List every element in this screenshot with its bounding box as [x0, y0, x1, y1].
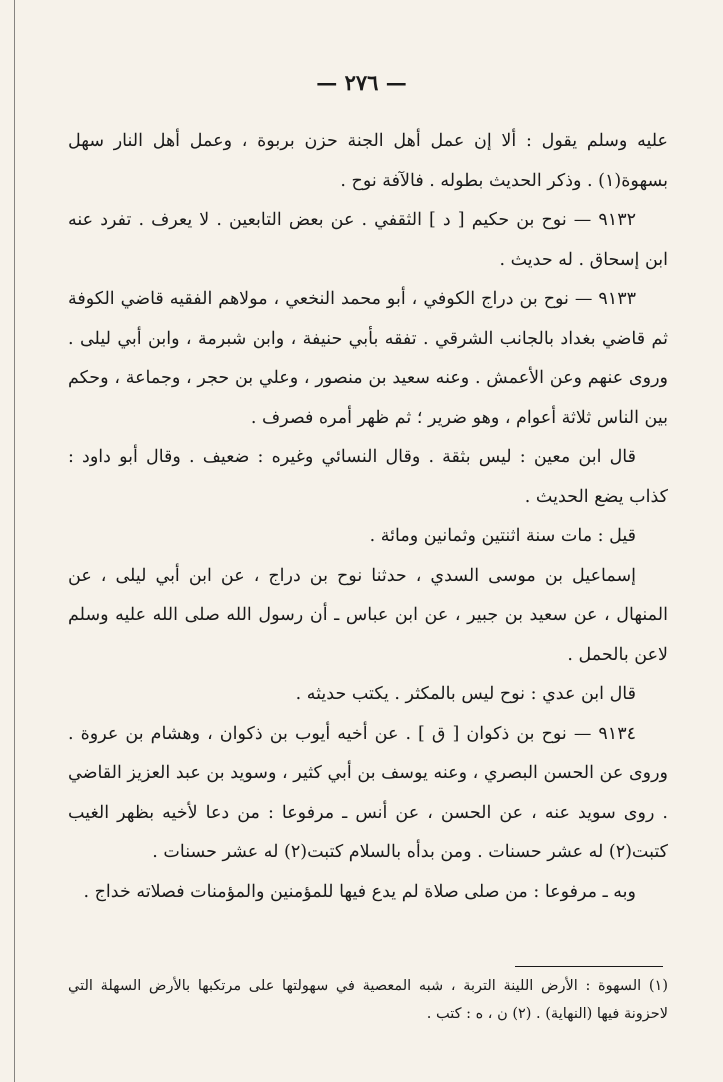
page-edge-line: [14, 0, 15, 1082]
footnote-text: (١) السهوة : الأرض اللينة التربة ، شبه المعصية في سهولتها على مرتكبها بالأرض السهلة التي لاحزونة فيها (النهاية) . (٢) ن ، ه : كتب .: [68, 978, 668, 1022]
main-text: [68, 122, 668, 912]
paragraph-marfu-prayer: وبه ـ مرفوعا : من صلى صلاة لم يدع فيها للمؤمنين والمؤمنات فصلاته خداج .: [83, 881, 636, 902]
paragraph-isnad-lian: إسماعيل بن موسى السدي ، حدثنا نوح بن دراج ، عن ابن أبي ليلى ، عن المنهال ، عن سعيد بن جبير ، عن ابن عباس ـ أن رسول الله صلى الله عليه وسلم لاعن بالحمل .: [68, 565, 668, 665]
footnotes: [68, 972, 668, 1028]
paragraph-death-year: قيل : مات سنة اثنتين وثمانين ومائة .: [369, 526, 636, 546]
page-number: — ٢٧٦ —: [316, 70, 407, 95]
entry-9132: ٩١٣٢ — نوح بن حكيم [ د ] الثقفي . عن بعض التابعين . لا يعرف . تفرد عنه ابن إسحاق . له حديث .: [68, 210, 668, 270]
paragraph-ibn-maeen-opinion: قال ابن معين : ليس بثقة . وقال النسائي وغيره : ضعيف . وقال أبو داود : كذاب يضع الحديث .: [68, 447, 668, 507]
paragraph-ibn-adi-opinion: قال ابن عدي : نوح ليس بالمكثر . يكتب حديثه .: [295, 684, 636, 704]
footnote-separator: [515, 966, 663, 967]
paragraph-hadith-continuation: عليه وسلم يقول : ألا إن عمل أهل الجنة حزن بربوة ، وعمل أهل النار سهل بسهوة(١) . وذكر الحديث بطوله . فالآفة نوح .: [68, 131, 668, 191]
entry-9133: ٩١٣٣ — نوح بن دراج الكوفي ، أبو محمد النخعي ، مولاهم الفقيه قاضي الكوفة ثم قاضي بغداد بالجانب الشرقي . تفقه بأبي حنيفة ، وابن شبرمة ، وابن أبي ليلى . وروى عنهم وعن الأعمش . وعنه سعيد بن منصور ، وعلي بن حجر ، وجماعة ، وحكم بين الناس ثلاثة أعوام ، وهو ضرير ؛ ثم ظهر أمره فصرف .: [68, 289, 668, 428]
entry-9134: ٩١٣٤ — نوح بن ذكوان [ ق ] . عن أخيه أيوب بن ذكوان ، وهشام بن عروة . وروى عن الحسن البصري ، وعنه يوسف بن أبي كثير ، وسويد بن عبد العزيز القاضي . روى سويد عنه ، عن الحسن ، عن أنس ـ مرفوعا : من دعا لأخيه بظهر الغيب كتبت(٢) له عشر حسنات . ومن بدأه بالسلام كتبت(٢) له عشر حسنات .: [68, 723, 668, 862]
